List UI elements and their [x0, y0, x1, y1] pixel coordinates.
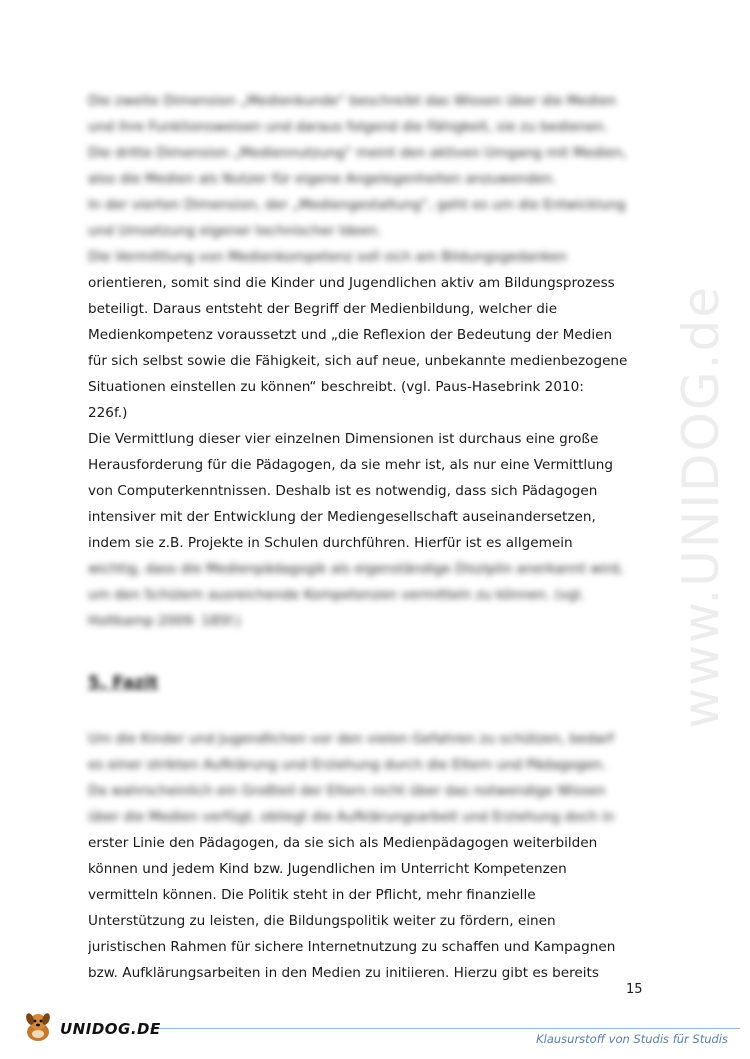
text-line: um den Schülern ausreichende Kompetenzen vermitteln zu können. (vgl.: [88, 587, 585, 603]
text-line: für sich selbst sowie die Fähigkeit, sich auf neue, unbekannte medienbezogene: [88, 353, 628, 369]
footer-tagline: Klausurstoff von Studis für Studis: [536, 1032, 728, 1046]
text-line: und Umsetzung eigener technischer Ideen.: [88, 223, 382, 239]
paragraph-vermittlung: [88, 426, 643, 556]
text-line: Unterstützung zu leisten, die Bildungspolitik weiter zu fördern, einen: [88, 913, 556, 929]
text-line: Holtkamp 2009: 185f.): [88, 613, 241, 629]
text-line: bzw. Aufklärungsarbeiten in den Medien zu initiieren. Hierzu gibt es bereits: [88, 965, 599, 981]
text-line: wichtig, dass die Medienpädagogik als eigenständige Disziplin anerkannt wird,: [88, 561, 624, 577]
text-line: juristischen Rahmen für sichere Internetnutzung zu schaffen und Kampagnen: [88, 939, 616, 955]
section-heading: 5. Fazit: [88, 673, 159, 693]
footer-divider: [150, 1028, 740, 1029]
text-line: Um die Kinder und Jugendlichen vor den vielen Gefahren zu schützen, bedarf: [88, 731, 614, 747]
text-line: Medienkompetenz voraussetzt und „die Reflexion der Bedeutung der Medien: [88, 327, 613, 343]
spacer: [88, 634, 643, 658]
text-line: Herausforderung für die Pädagogen, da sie mehr ist, als nur eine Vermittlung: [88, 457, 614, 473]
paragraph-medienbildung: [88, 270, 643, 426]
text-line: vermitteln können. Die Politik steht in der Pflicht, mehr finanzielle: [88, 887, 536, 903]
text-line: intensiver mit der Entwicklung der Mediengesellschaft auseinandersetzen,: [88, 509, 596, 525]
text-line: Da wahrscheinlich ein Großteil der Eltern nicht über das notwendige Wissen: [88, 783, 606, 799]
logo-text: UNIDOG.DE: [60, 1020, 161, 1038]
text-line: es einer strikten Aufklärung und Erziehung durch die Eltern und Pädagogen.: [88, 757, 607, 773]
text-line: von Computerkenntnissen. Deshalb ist es notwendig, dass sich Pädagogen: [88, 483, 598, 499]
text-line: beteiligt. Daraus entsteht der Begriff der Medienbildung, welcher die: [88, 301, 558, 317]
text-line: können und jedem Kind bzw. Jugendlichen im Unterricht Kompetenzen: [88, 861, 567, 877]
text-line: Die dritte Dimension „Mediennutzung“ meint den aktiven Umgang mit Medien,: [88, 145, 627, 161]
text-line: über die Medien verfügt, obliegt die Aufklärungsarbeit und Erziehung doch in: [88, 809, 615, 825]
paragraph-vermittlung-blurred: [88, 556, 643, 634]
text-line: Situationen einstellen zu können“ beschreibt. (vgl. Paus-Hasebrink 2010:: [88, 379, 584, 395]
body-text: [88, 88, 643, 986]
text-line: und ihre Funktionsweisen und daraus folgend die Fähigkeit, sie zu bedienen.: [88, 119, 608, 135]
dog-icon: [20, 1010, 56, 1048]
text-line: In der vierten Dimension, der „Mediengestaltung“, geht es um die Entwicklung: [88, 197, 626, 213]
paragraph-top-blurred: [88, 88, 643, 270]
page-number: 15: [626, 982, 643, 997]
text-line: orientieren, somit sind die Kinder und Jugendlichen aktiv am Bildungsprozess: [88, 275, 615, 291]
text-line: 226f.): [88, 405, 128, 421]
paragraph-fazit-blurred: [88, 726, 643, 830]
text-line: Die Vermittlung dieser vier einzelnen Dimensionen ist durchaus eine große: [88, 431, 599, 447]
text-line: erster Linie den Pädagogen, da sie sich als Medienpädagogen weiterbilden: [88, 835, 598, 851]
text-line: Die Vermittlung von Medienkompetenz soll sich am Bildungsgedanken: [88, 249, 567, 265]
text-line: also die Medien als Nutzer für eigene Angelegenheiten anzuwenden.: [88, 171, 557, 187]
unidog-logo: [20, 1010, 161, 1048]
watermark: www.UNIDOG.de: [672, 285, 730, 729]
text-line: Die zweite Dimension „Medienkunde“ beschreibt das Wissen über die Medien: [88, 93, 617, 109]
paragraph-fazit: [88, 830, 643, 986]
text-line: indem sie z.B. Projekte in Schulen durchführen. Hierfür ist es allgemein: [88, 535, 573, 551]
